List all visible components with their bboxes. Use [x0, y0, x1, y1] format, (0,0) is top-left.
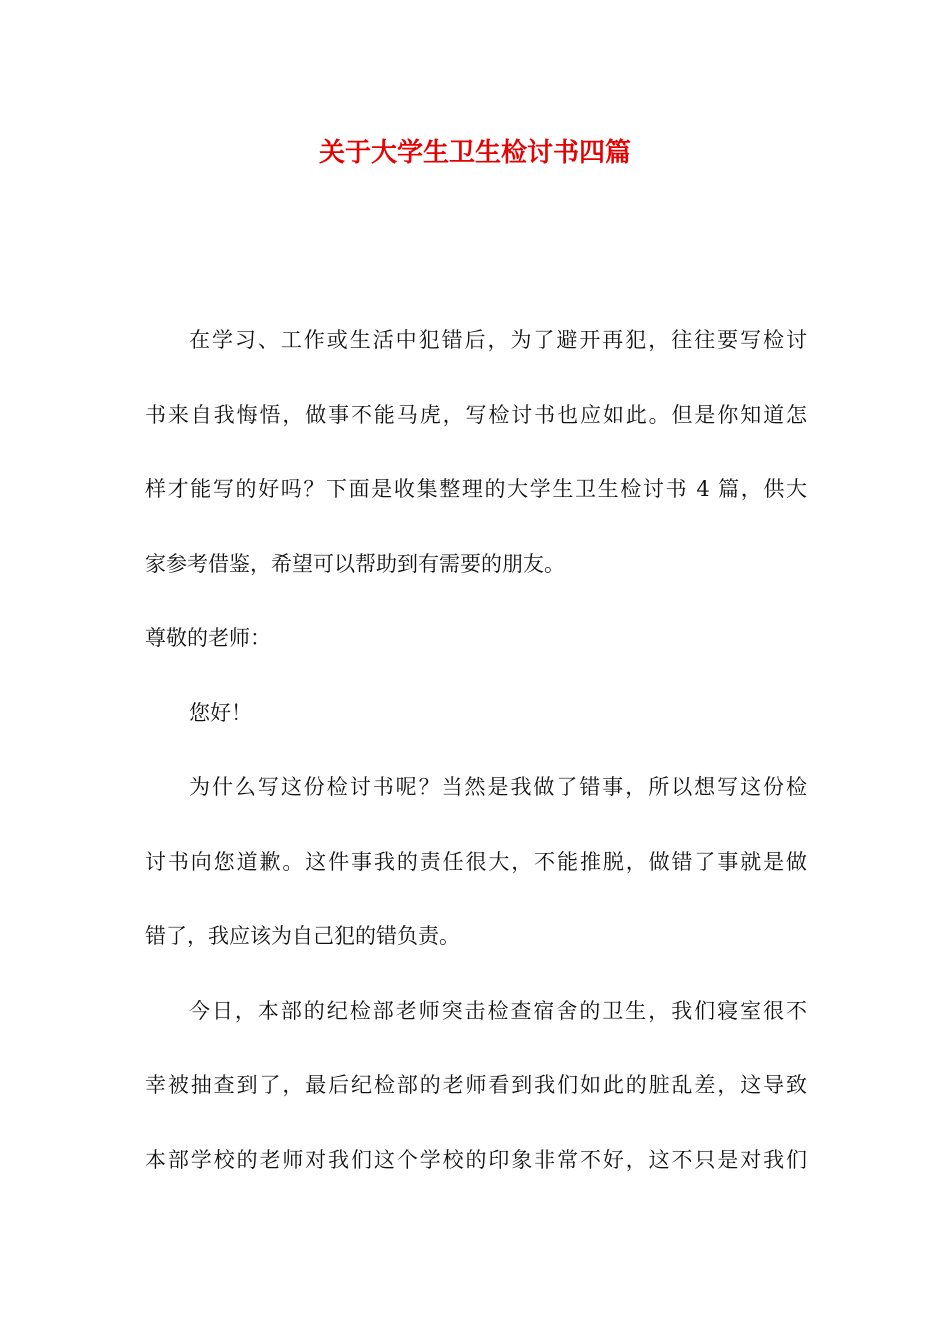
document-body: [145, 320, 807, 1214]
paragraph-line: 幸被抽查到了，最后纪检部的老师看到我们如此的脏乱差，这导致: [145, 1073, 807, 1097]
paragraph-line: 讨书向您道歉。这件事我的责任很大，不能推脱，做错了事就是做: [145, 849, 807, 874]
paragraph-line: 书来自我悔悟，做事不能马虎，写检讨书也应如此。但是你知道怎: [145, 402, 807, 427]
paragraph-line: 在学习、工作或生活中犯错后，为了避开再犯，往往要写检讨: [189, 328, 807, 352]
greeting-line: 您好！: [189, 700, 252, 725]
paragraph-line: 错了，我应该为自己犯的错负责。: [145, 924, 460, 948]
paragraph-line: 样才能写的好吗？下面是收集整理的大学生卫生检讨书 4 篇，供大: [145, 477, 807, 501]
document-title: 关于大学生卫生检讨书四篇: [318, 138, 631, 168]
paragraph-line: 本部学校的老师对我们这个学校的印象非常不好，这不只是对我们: [145, 1147, 807, 1172]
paragraph-line: 为什么写这份检讨书呢？当然是我做了错事，所以想写这份检: [189, 775, 807, 799]
salutation-line: 尊敬的老师：: [145, 626, 271, 650]
paragraph-line: 今日，本部的纪检部老师突击检查宿舍的卫生，我们寝室很不: [189, 998, 807, 1023]
paragraph-line: 家参考借鉴，希望可以帮助到有需要的朋友。: [145, 551, 565, 576]
